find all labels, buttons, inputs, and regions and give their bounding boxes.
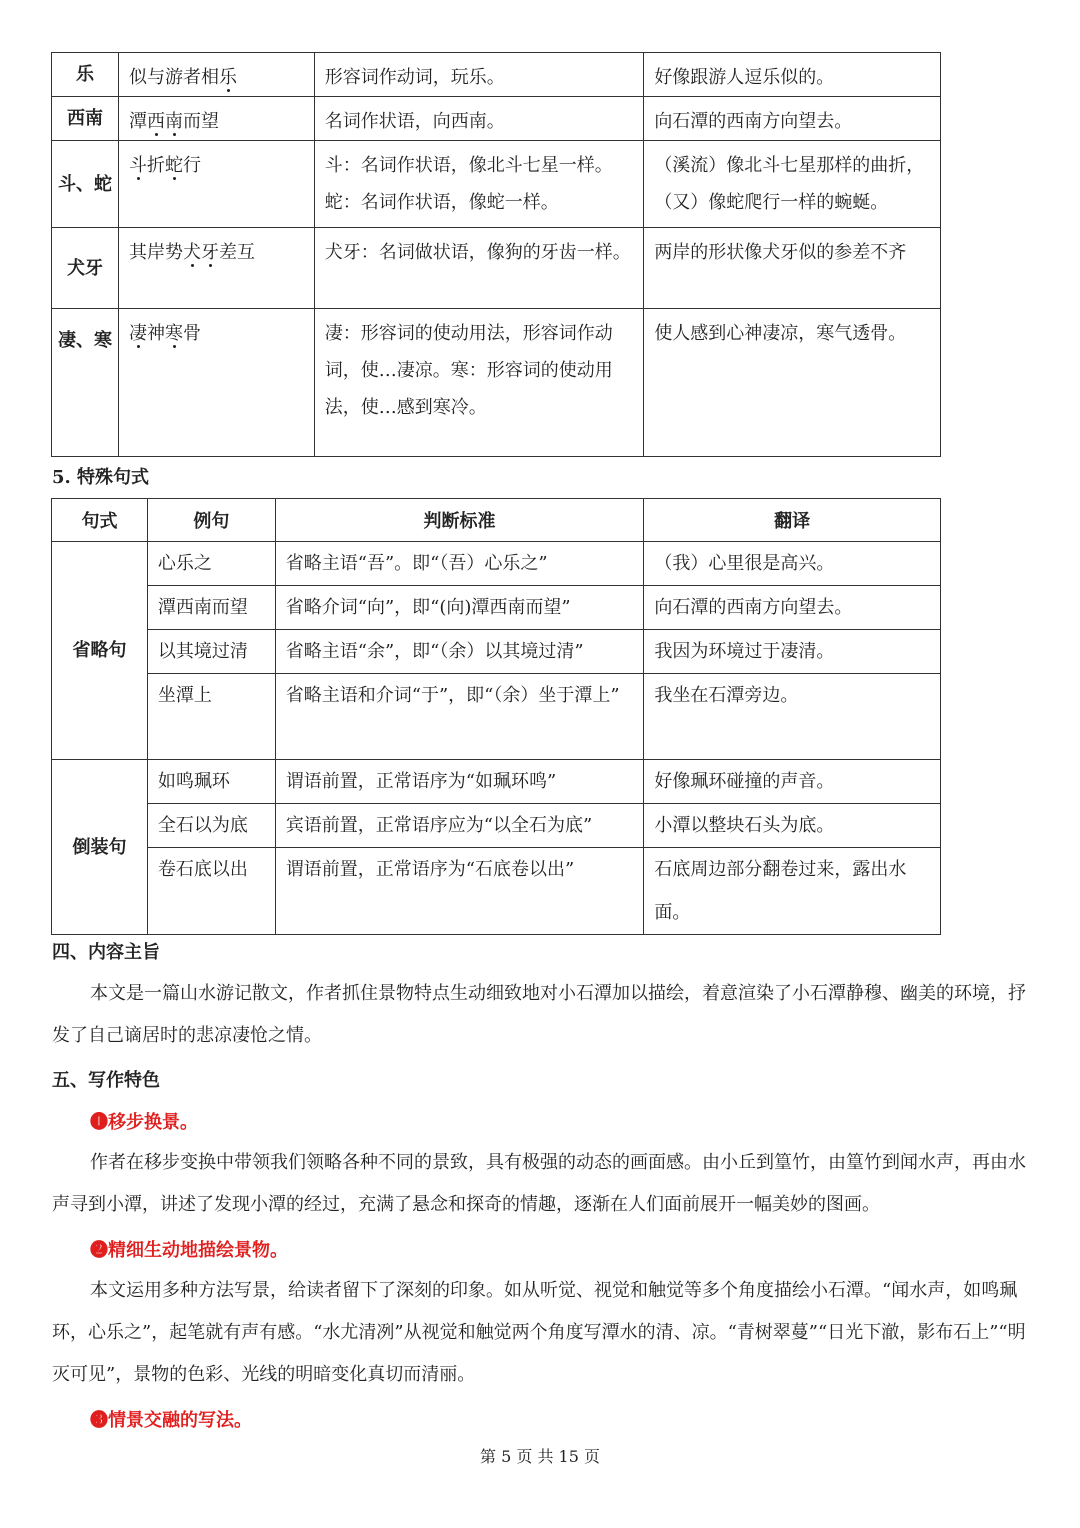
section-5-title: 5. 特殊句式 xyxy=(52,467,150,488)
explanation-cell: 凄：形容词的使动用法，形容词作动词，使…凄凉。寒：形容词的使动用法，使…感到寒冷。 xyxy=(314,309,644,457)
translation-cell: 好像珮环碰撞的声音。 xyxy=(644,760,941,804)
example-cell: 潭西南而望 xyxy=(118,97,314,141)
example-cell: 其岸势犬牙差互 xyxy=(118,228,314,309)
explanation-cell: 形容词作动词，玩乐。 xyxy=(314,53,644,97)
special-sentence-table xyxy=(51,498,941,935)
word-cell: 西南 xyxy=(52,97,119,141)
table-row xyxy=(52,630,941,674)
table-row xyxy=(52,141,941,228)
column-header: 句式 xyxy=(52,499,148,542)
section-4-text: 本文是一篇山水游记散文，作者抓住景物特点生动细致地对小石潭加以描绘，着意渲染了小石潭静穆、幽美的环境，抒发了自己谪居时的悲凉凄怆之情。 xyxy=(52,983,1026,1046)
point-1-text: 作者在移步变换中带领我们领略各种不同的景致，具有极强的动态的画面感。由小丘到篁竹，由篁竹到闻水声，再由水声寻到小潭，讲述了发现小潭的经过，充满了悬念和探奇的情趣，逐渐在人们面前展开一幅美妙的图画。 xyxy=(52,1152,1026,1215)
translation-cell: 我坐在石潭旁边。 xyxy=(644,674,941,760)
page-footer: 第 5 页 共 15 页 xyxy=(480,1447,600,1466)
example-cell: 潭西南而望 xyxy=(147,586,275,630)
standard-cell: 省略主语和介词“于”，即“（余）坐于潭上” xyxy=(275,674,644,760)
point-3-title: ❸情景交融的写法。 xyxy=(90,1410,252,1431)
point-2-text: 本文运用多种方法写景，给读者留下了深刻的印象。如从听觉、视觉和触觉等多个角度描绘小石潭。“闻水声，如鸣珮环，心乐之”，起笔就有声有感。“水尤清冽”从视觉和触觉两个角度写潭水的清、凉。“青树翠蔓”“日光下澈，影布石上”“明灭可见”，景物的色彩、光线的明暗变化真切而清丽。 xyxy=(52,1280,1026,1385)
example-cell: 以其境过清 xyxy=(147,630,275,674)
translation-cell: 向石潭的西南方向望去。 xyxy=(644,586,941,630)
column-header: 例句 xyxy=(147,499,275,542)
table-row xyxy=(52,674,941,760)
point-2-title: ❷精细生动地描绘景物。 xyxy=(90,1240,288,1261)
explanation-cell: 犬牙：名词做状语，像狗的牙齿一样。 xyxy=(314,228,644,309)
point-1-title: ❶移步换景。 xyxy=(90,1112,198,1133)
column-header: 判断标准 xyxy=(275,499,644,542)
table-row xyxy=(52,53,941,97)
table-row xyxy=(52,309,941,457)
standard-cell: 省略介词“向”，即“(向)潭西南而望” xyxy=(275,586,644,630)
table-row xyxy=(52,542,941,586)
word-usage-table xyxy=(51,52,941,457)
table-row xyxy=(52,228,941,309)
standard-cell: 省略主语“余”，即“（余）以其境过清” xyxy=(275,630,644,674)
table-row xyxy=(52,586,941,630)
standard-cell: 谓语前置，正常语序为“石底卷以出” xyxy=(275,848,644,935)
translation-cell: （溪流）像北斗七星那样的曲折，（又）像蛇爬行一样的蜿蜒。 xyxy=(644,141,941,228)
example-cell: 卷石底以出 xyxy=(147,848,275,935)
translation-cell: （我）心里很是高兴。 xyxy=(644,542,941,586)
example-cell: 斗折蛇行 xyxy=(118,141,314,228)
word-cell: 犬牙 xyxy=(52,228,119,309)
translation-cell: 石底周边部分翻卷过来，露出水面。 xyxy=(644,848,941,935)
word-cell: 乐 xyxy=(52,53,119,97)
standard-cell: 省略主语“吾”。即“（吾）心乐之” xyxy=(275,542,644,586)
example-cell: 似与游者相乐 xyxy=(118,53,314,97)
table-row xyxy=(52,97,941,141)
example-cell: 坐潭上 xyxy=(147,674,275,760)
example-cell: 如鸣珮环 xyxy=(147,760,275,804)
explanation-cell: 斗：名词作状语，像北斗七星一样。蛇：名词作状语，像蛇一样。 xyxy=(314,141,644,228)
word-cell: 凄、寒 xyxy=(52,309,119,457)
translation-cell: 我因为环境过于凄清。 xyxy=(644,630,941,674)
table-row xyxy=(52,804,941,848)
example-cell: 心乐之 xyxy=(147,542,275,586)
section-5b-title: 五、写作特色 xyxy=(52,1070,160,1091)
sentence-type-cell: 倒装句 xyxy=(52,760,148,935)
section-4-title: 四、内容主旨 xyxy=(52,942,160,963)
sentence-type-cell: 省略句 xyxy=(52,542,148,760)
explanation-cell: 名词作状语，向西南。 xyxy=(314,97,644,141)
column-header: 翻译 xyxy=(644,499,941,542)
standard-cell: 宾语前置，正常语序应为“以全石为底” xyxy=(275,804,644,848)
example-cell: 全石以为底 xyxy=(147,804,275,848)
translation-cell: 小潭以整块石头为底。 xyxy=(644,804,941,848)
table-header-row xyxy=(52,499,941,542)
translation-cell: 好像跟游人逗乐似的。 xyxy=(644,53,941,97)
translation-cell: 两岸的形状像犬牙似的参差不齐 xyxy=(644,228,941,309)
example-cell: 凄神寒骨 xyxy=(118,309,314,457)
translation-cell: 使人感到心神凄凉，寒气透骨。 xyxy=(644,309,941,457)
translation-cell: 向石潭的西南方向望去。 xyxy=(644,97,941,141)
table-row xyxy=(52,848,941,935)
standard-cell: 谓语前置，正常语序为“如珮环鸣” xyxy=(275,760,644,804)
word-cell: 斗、蛇 xyxy=(52,141,119,228)
table-row xyxy=(52,760,941,804)
